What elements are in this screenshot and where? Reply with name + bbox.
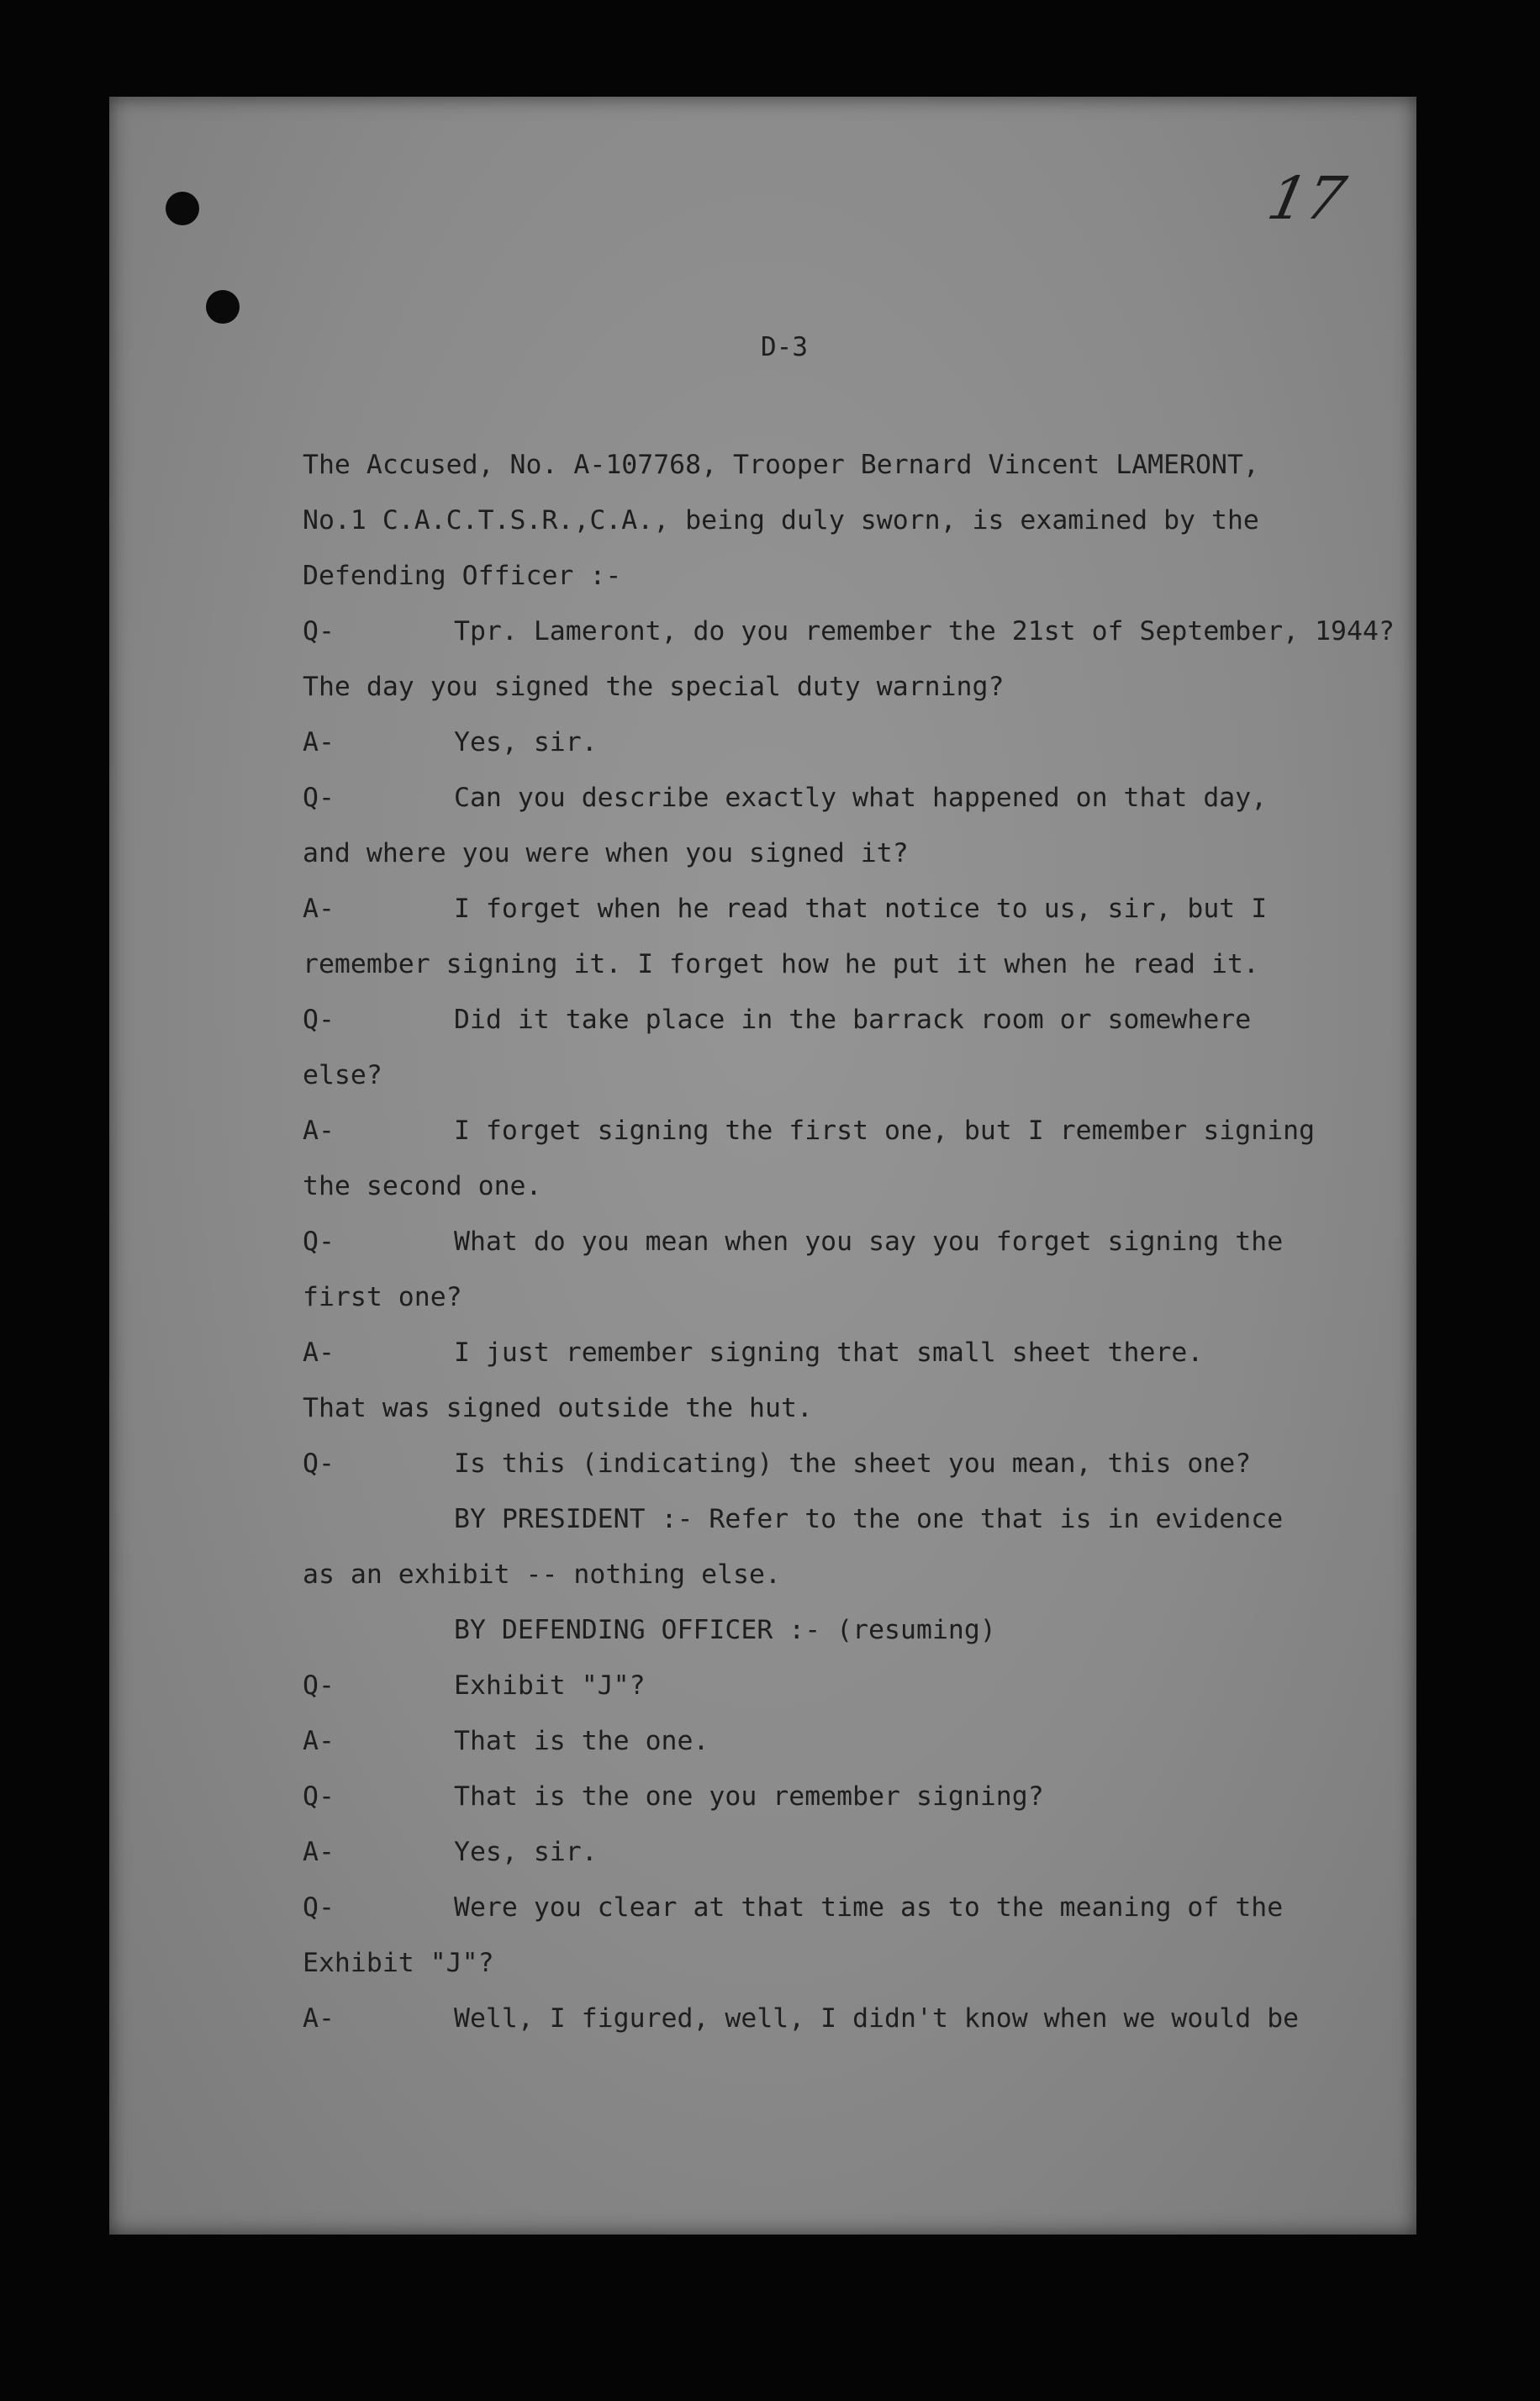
transcript-line [303, 1214, 1412, 1269]
line-text: I just remember signing that small sheet there. [454, 1338, 1204, 1368]
transcript-body [303, 437, 1412, 2046]
speaker-tag: Q- [303, 1892, 335, 1923]
speaker-tag: A- [303, 2003, 335, 2034]
transcript-line [303, 1325, 1412, 1380]
line-text: I forget signing the first one, but I remember signing [454, 1116, 1316, 1146]
line-text: The day you signed the special duty warning? [303, 672, 1005, 702]
line-text: The Accused, No. A-107768, Trooper Bernard Vincent LAMERONT, [303, 450, 1259, 480]
speaker-tag: A- [303, 1726, 335, 1756]
transcript-line [303, 1769, 1412, 1824]
line-text: remember signing it. I forget how he put it when he read it. [303, 949, 1259, 979]
transcript-line [303, 1158, 1412, 1214]
line-text: Can you describe exactly what happened on that day, [454, 783, 1268, 813]
speaker-tag: Q- [303, 1670, 335, 1701]
transcript-line [303, 770, 1412, 826]
transcript-line [303, 659, 1412, 715]
transcript-line [303, 1991, 1412, 2046]
line-text: Were you clear at that time as to the meaning of the [454, 1892, 1284, 1923]
speaker-tag: A- [303, 1338, 335, 1368]
line-text: BY DEFENDING OFFICER :- (resuming) [454, 1615, 996, 1645]
line-text: Yes, sir. [454, 1837, 598, 1867]
line-text: That is the one. [454, 1726, 709, 1756]
speaker-tag: Q- [303, 1781, 335, 1812]
transcript-line [303, 437, 1412, 493]
transcript-line [303, 1436, 1412, 1491]
transcript-line [303, 992, 1412, 1047]
line-text: BY PRESIDENT :- Refer to the one that is in evidence [454, 1504, 1284, 1534]
line-text: No.1 C.A.C.T.S.R.,C.A., being duly sworn, is examined by the [303, 505, 1259, 536]
transcript-line [303, 1602, 1412, 1658]
transcript-line [303, 1547, 1412, 1602]
transcript-line [303, 826, 1412, 881]
line-text: Defending Officer :- [303, 561, 622, 591]
line-text: Exhibit "J"? [454, 1670, 646, 1701]
transcript-line [303, 1491, 1412, 1547]
transcript-line [303, 937, 1412, 992]
line-text: That is the one you remember signing? [454, 1781, 1044, 1812]
transcript-line [303, 881, 1412, 937]
line-text: Did it take place in the barrack room or somewhere [454, 1005, 1252, 1035]
speaker-tag: A- [303, 894, 335, 924]
transcript-line [303, 604, 1412, 659]
line-text: I forget when he read that notice to us, sir, but I [454, 894, 1268, 924]
line-text: and where you were when you signed it? [303, 838, 909, 868]
speaker-tag: Q- [303, 616, 335, 646]
speaker-tag: Q- [303, 783, 335, 813]
speaker-tag: Q- [303, 1227, 335, 1257]
line-text: else? [303, 1060, 382, 1090]
transcript-line [303, 1935, 1412, 1991]
punch-hole [166, 192, 199, 225]
speaker-tag: A- [303, 1116, 335, 1146]
transcript-line [303, 1380, 1412, 1436]
line-text: Tpr. Lameront, do you remember the 21st of September, 1944? [454, 616, 1395, 646]
transcript-line [303, 1269, 1412, 1325]
transcript-line [303, 1824, 1412, 1880]
line-text: Well, I figured, well, I didn't know when we would be [454, 2003, 1300, 2034]
line-text: What do you mean when you say you forget signing the [454, 1227, 1284, 1257]
folio-number: 17 [1262, 164, 1352, 233]
line-text: Exhibit "J"? [303, 1948, 494, 1978]
transcript-line [303, 1047, 1412, 1103]
line-text: the second one. [303, 1171, 542, 1201]
speaker-tag: A- [303, 1837, 335, 1867]
line-text: That was signed outside the hut. [303, 1393, 813, 1423]
line-text: Yes, sir. [454, 727, 598, 757]
punch-hole [206, 290, 240, 324]
speaker-tag: A- [303, 727, 335, 757]
line-text: first one? [303, 1282, 462, 1312]
page-code: D-3 [761, 332, 808, 362]
transcript-line [303, 1103, 1412, 1158]
transcript-line [303, 1880, 1412, 1935]
line-text: Is this (indicating) the sheet you mean, this one? [454, 1449, 1252, 1479]
transcript-line [303, 1658, 1412, 1713]
transcript-line [303, 715, 1412, 770]
speaker-tag: Q- [303, 1005, 335, 1035]
transcript-line [303, 1713, 1412, 1769]
transcript-line [303, 493, 1412, 548]
transcript-line [303, 548, 1412, 604]
line-text: as an exhibit -- nothing else. [303, 1559, 781, 1590]
speaker-tag: Q- [303, 1449, 335, 1479]
